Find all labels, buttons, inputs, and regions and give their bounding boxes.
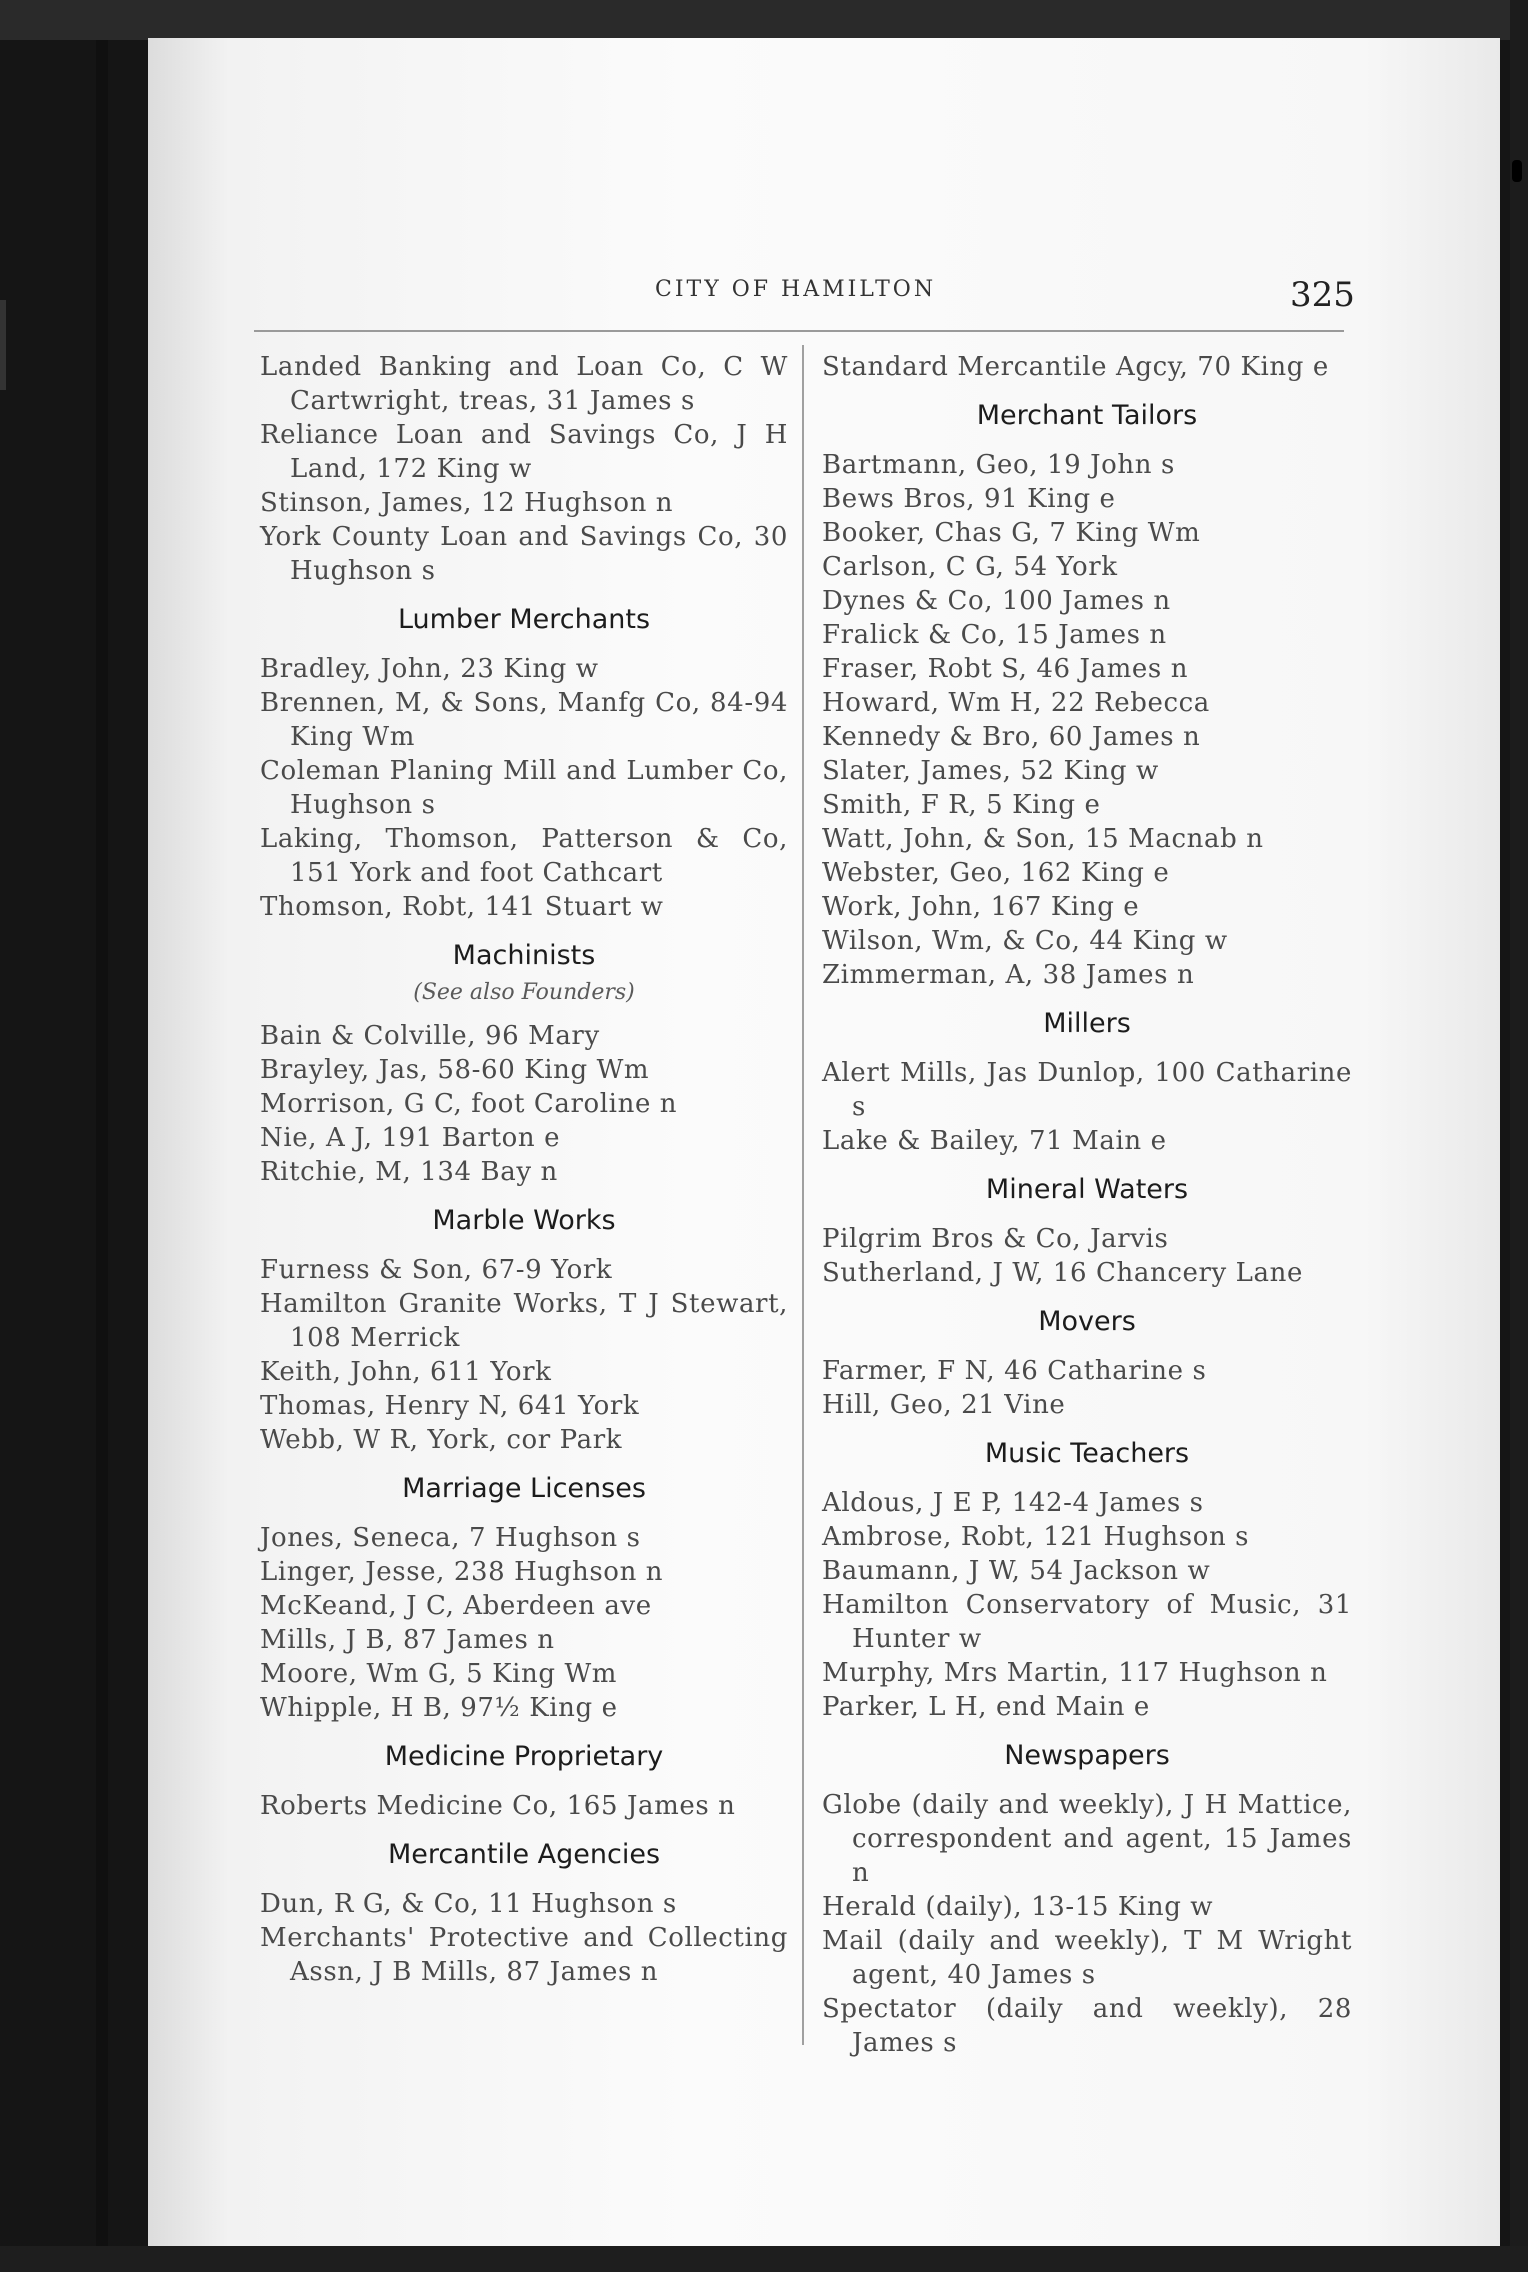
directory-entry: Brayley, Jas, 58-60 King Wm bbox=[260, 1055, 650, 1085]
directory-entry: Work, John, 167 King e bbox=[822, 892, 1140, 922]
directory-entry: Aldous, J E P, 142-4 James s bbox=[822, 1488, 1204, 1518]
directory-entry: Thomas, Henry N, 641 York bbox=[260, 1391, 640, 1421]
directory-entry: Roberts Medicine Co, 165 James n bbox=[260, 1791, 736, 1821]
directory-entry: Hamilton Conservatory of Music, 31 Hunter w bbox=[822, 1590, 1352, 1654]
directory-entry: Globe (daily and weekly), J H Mattice, correspondent and agent, 15 James n bbox=[822, 1790, 1352, 1888]
directory-entry: Kennedy & Bro, 60 James n bbox=[822, 722, 1201, 752]
directory-entry: Baumann, J W, 54 Jackson w bbox=[822, 1556, 1211, 1586]
directory-entry: Parker, L H, end Main e bbox=[822, 1692, 1150, 1722]
directory-entry: Murphy, Mrs Martin, 117 Hughson n bbox=[822, 1658, 1328, 1688]
left-column bbox=[260, 350, 788, 1989]
directory-entry: Nie, A J, 191 Barton e bbox=[260, 1123, 561, 1153]
section-heading: Newspapers bbox=[1004, 1740, 1170, 1771]
directory-entry: Brennen, M, & Sons, Manfg Co, 84-94 King Wm bbox=[260, 688, 788, 752]
directory-entry: Reliance Loan and Savings Co, J H Land, 172 King w bbox=[260, 420, 788, 484]
directory-entry: Standard Mercantile Agcy, 70 King e bbox=[822, 352, 1329, 382]
directory-entry: Hamilton Granite Works, T J Stewart, 108 Merrick bbox=[260, 1289, 788, 1353]
header-rule bbox=[254, 330, 1344, 332]
directory-entry: Howard, Wm H, 22 Rebecca bbox=[822, 688, 1210, 718]
section-heading: Medicine Proprietary bbox=[384, 1741, 664, 1772]
directory-entry: Fraser, Robt S, 46 James n bbox=[822, 654, 1189, 684]
directory-entry: Sutherland, J W, 16 Chancery Lane bbox=[822, 1258, 1303, 1288]
column-divider bbox=[802, 345, 804, 2045]
directory-entry: Jones, Seneca, 7 Hughson s bbox=[260, 1523, 641, 1553]
directory-entry: Bain & Colville, 96 Mary bbox=[260, 1021, 600, 1051]
directory-entry: Zimmerman, A, 38 James n bbox=[822, 960, 1195, 990]
directory-entry: Smith, F R, 5 King e bbox=[822, 790, 1101, 820]
directory-entry: Pilgrim Bros & Co, Jarvis bbox=[822, 1224, 1169, 1254]
directory-entry: Dun, R G, & Co, 11 Hughson s bbox=[260, 1889, 677, 1919]
section-heading: Machinists bbox=[452, 940, 596, 971]
directory-entry: Landed Banking and Loan Co, C W Cartwright, treas, 31 James s bbox=[260, 352, 788, 416]
directory-entry: York County Loan and Savings Co, 30 Hughson s bbox=[260, 522, 788, 586]
section-heading: Millers bbox=[1043, 1008, 1131, 1039]
scan-top-border bbox=[0, 0, 1528, 40]
directory-entry: Fralick & Co, 15 James n bbox=[822, 620, 1167, 650]
section-heading: Marriage Licenses bbox=[402, 1473, 646, 1504]
directory-entry: Spectator (daily and weekly), 28 James s bbox=[822, 1994, 1352, 2058]
scan-right-border bbox=[1510, 0, 1528, 2272]
directory-entry: Mills, J B, 87 James n bbox=[260, 1625, 555, 1655]
section-heading: Merchant Tailors bbox=[976, 400, 1198, 431]
section-heading: Music Teachers bbox=[984, 1438, 1190, 1469]
scan-bottom-border bbox=[0, 2246, 1528, 2272]
directory-entry: Stinson, James, 12 Hughson n bbox=[260, 488, 674, 518]
directory-entry: Thomson, Robt, 141 Stuart w bbox=[260, 892, 664, 922]
directory-entry: Furness & Son, 67-9 York bbox=[260, 1255, 613, 1285]
scan-edge-mark bbox=[0, 300, 6, 390]
right-column bbox=[822, 350, 1352, 2060]
directory-entry: Hill, Geo, 21 Vine bbox=[822, 1390, 1066, 1420]
section-heading: Movers bbox=[1038, 1306, 1136, 1337]
directory-entry: McKeand, J C, Aberdeen ave bbox=[260, 1591, 652, 1621]
directory-entry: Moore, Wm G, 5 King Wm bbox=[260, 1659, 618, 1689]
directory-entry: Dynes & Co, 100 James n bbox=[822, 586, 1171, 616]
directory-entry: Ritchie, M, 134 Bay n bbox=[260, 1157, 558, 1187]
directory-entry: Coleman Planing Mill and Lumber Co, Hughson s bbox=[260, 756, 788, 820]
section-heading: Mercantile Agencies bbox=[387, 1839, 661, 1870]
directory-entry: Wilson, Wm, & Co, 44 King w bbox=[822, 926, 1228, 956]
directory-entry: Linger, Jesse, 238 Hughson n bbox=[260, 1557, 664, 1587]
directory-entry: Alert Mills, Jas Dunlop, 100 Catharine s bbox=[822, 1058, 1352, 1122]
directory-entry: Carlson, C G, 54 York bbox=[822, 552, 1118, 582]
directory-entry: Webb, W R, York, cor Park bbox=[260, 1425, 623, 1455]
section-heading: Mineral Waters bbox=[985, 1174, 1189, 1205]
section-heading: Lumber Merchants bbox=[397, 604, 651, 635]
directory-entry: Bews Bros, 91 King e bbox=[822, 484, 1116, 514]
directory-entry: Morrison, G C, foot Caroline n bbox=[260, 1089, 678, 1119]
directory-entry: Watt, John, & Son, 15 Macnab n bbox=[822, 824, 1264, 854]
directory-entry: Keith, John, 611 York bbox=[260, 1357, 552, 1387]
directory-entry: Farmer, F N, 46 Catharine s bbox=[822, 1356, 1207, 1386]
scan-artifact bbox=[1512, 160, 1522, 182]
directory-entry: Laking, Thomson, Patterson & Co, 151 York and foot Cathcart bbox=[260, 824, 788, 888]
directory-entry: Merchants' Protective and Collecting Assn, J B Mills, 87 James n bbox=[260, 1923, 788, 1987]
directory-entry: Bartmann, Geo, 19 John s bbox=[822, 450, 1175, 480]
directory-entry: Bradley, John, 23 King w bbox=[260, 654, 599, 684]
directory-entry: Booker, Chas G, 7 King Wm bbox=[822, 518, 1201, 548]
cross-reference-note: (See also Founders) bbox=[413, 980, 635, 1005]
section-heading: Marble Works bbox=[432, 1205, 616, 1236]
page-number: 325 bbox=[1290, 275, 1355, 315]
directory-entry: Webster, Geo, 162 King e bbox=[822, 858, 1170, 888]
directory-entry: Slater, James, 52 King w bbox=[822, 756, 1159, 786]
running-header: CITY OF HAMILTON bbox=[655, 277, 937, 302]
directory-entry: Mail (daily and weekly), T M Wright agent, 40 James s bbox=[822, 1926, 1352, 1990]
directory-entry: Herald (daily), 13-15 King w bbox=[822, 1892, 1214, 1922]
binding-shadow bbox=[96, 40, 108, 2270]
directory-entry: Ambrose, Robt, 121 Hughson s bbox=[822, 1522, 1250, 1552]
directory-entry: Whipple, H B, 97½ King e bbox=[260, 1693, 618, 1723]
directory-entry: Lake & Bailey, 71 Main e bbox=[822, 1126, 1167, 1156]
